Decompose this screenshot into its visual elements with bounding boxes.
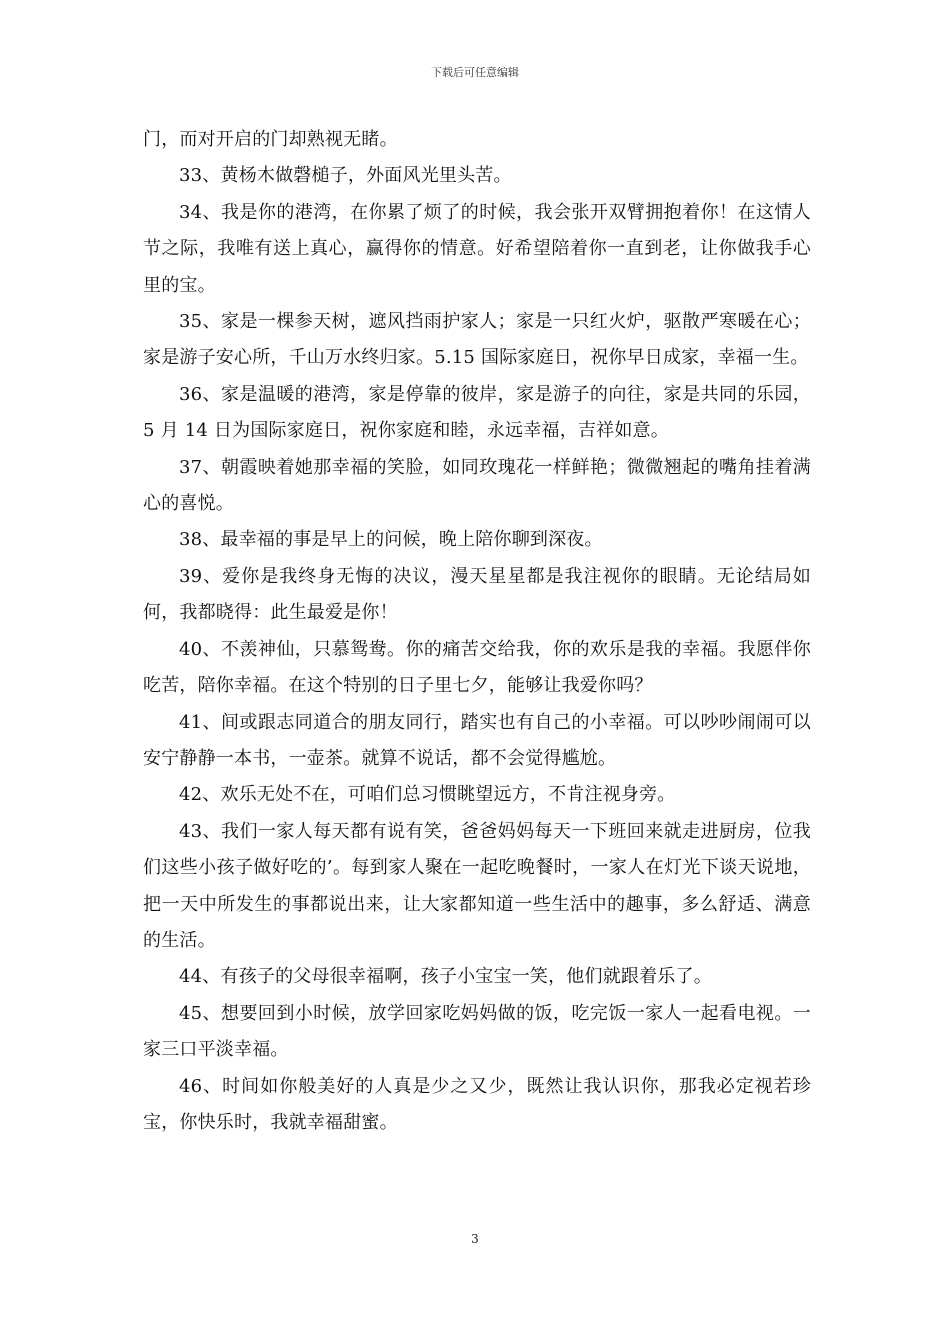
- paragraph-44: 44、有孩子的父母很幸福啊，孩子小宝宝一笑，他们就跟着乐了。: [179, 966, 712, 988]
- paragraph-42: 42、欢乐无处不在，可咱们总习惯眺望远方，不肯注视身旁。: [179, 784, 676, 806]
- paragraph-39: 39、爱你是我终身无悔的决议，漫天星星都是我注视你的眼睛。无论结局如何，我都晓得：此生最爱是你！: [143, 565, 811, 624]
- paragraph-41: 41、间或跟志同道合的朋友同行，踏实也有自己的小幸福。可以吵吵闹闹可以安宁静静一本书，一壶茶。就算不说话，都不会觉得尴尬。: [143, 711, 811, 769]
- paragraph-35: 35、家是一棵参天树，遮风挡雨护家人；家是一只红火炉，驱散严寒暖在心；家是游子安心所，千山万水终归家。5.15 国际家庭日，祝你早日成家，幸福一生。: [143, 311, 811, 369]
- paragraph-33: 33、黄杨木做磬槌子，外面风光里头苦。: [179, 165, 512, 187]
- document-body: [143, 122, 811, 1141]
- paragraph-43: 43、我们一家人每天都有说有笑，爸爸妈妈每天一下班回来就走进厨房，位我们这些小孩子做好吃的’。每到家人聚在一起吃晚餐时，一家人在灯光下谈天说地，把一天中所发生的事都说出来，让大家都知道一些生活中的趣事，多么舒适、满意的生活。: [143, 820, 811, 951]
- paragraph-36: 36、家是温暖的港湾，家是停靠的彼岸，家是游子的向往，家是共同的乐园，5 月 14 日为国际家庭日，祝你家庭和睦，永远幸福，吉祥如意。: [143, 383, 811, 442]
- paragraph-34: 34、我是你的港湾，在你累了烦了的时候，我会张开双臂拥抱着你！在这情人节之际，我唯有送上真心，赢得你的情意。好希望陪着你一直到老，让你做我手心里的宝。: [143, 201, 811, 296]
- paragraph-37: 37、朝霞映着她那幸福的笑脸，如同玫瑰花一样鲜艳；微微翘起的嘴角挂着满心的喜悦。: [143, 456, 811, 515]
- paragraph-continuation: 门，而对开启的门却熟视无睹。: [143, 129, 398, 150]
- paragraph-45: 45、想要回到小时候，放学回家吃妈妈做的饭，吃完饭一家人一起看电视。一家三口平淡幸福。: [143, 1002, 811, 1061]
- paragraph-38: 38、最幸福的事是早上的问候，晚上陪你聊到深夜。: [179, 529, 603, 551]
- page-number: 3: [471, 1232, 479, 1246]
- paragraph-40: 40、不羡神仙，只慕鸳鸯。你的痛苦交给我，你的欢乐是我的幸福。我愿伴你吃苦，陪你幸福。在这个特别的日子里七夕，能够让我爱你吗？: [143, 638, 811, 697]
- page-header: 下载后可任意编辑: [431, 66, 519, 79]
- paragraph-46: 46、时间如你般美好的人真是少之又少，既然让我认识你，那我必定视若珍宝，你快乐时，我就幸福甜蜜。: [143, 1075, 811, 1133]
